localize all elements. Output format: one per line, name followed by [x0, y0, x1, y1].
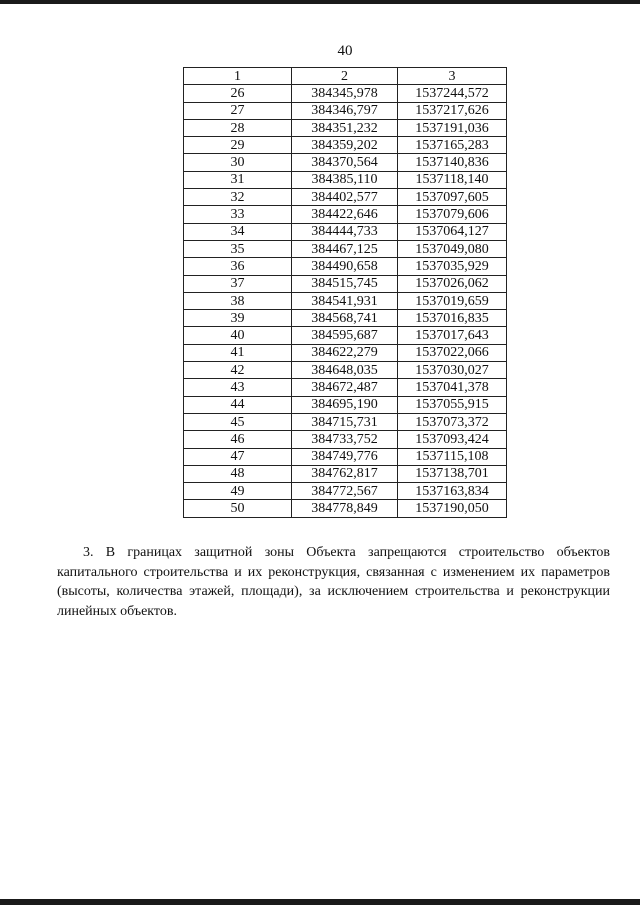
x-coordinate-cell: 384622,279 — [292, 344, 398, 361]
point-number-cell: 29 — [184, 137, 292, 154]
point-number-cell: 50 — [184, 500, 292, 517]
table-row — [184, 154, 507, 171]
point-number-cell: 30 — [184, 154, 292, 171]
table-row — [184, 483, 507, 500]
y-coordinate-cell: 1537097,605 — [398, 189, 507, 206]
point-number-cell: 42 — [184, 362, 292, 379]
x-coordinate-cell: 384568,741 — [292, 310, 398, 327]
point-number-cell: 28 — [184, 119, 292, 136]
table-row — [184, 465, 507, 482]
table-row — [184, 396, 507, 413]
x-coordinate-cell: 384370,564 — [292, 154, 398, 171]
table-row — [184, 344, 507, 361]
column-header-1: 1 — [184, 68, 292, 85]
y-coordinate-cell: 1537217,626 — [398, 102, 507, 119]
table-header-row — [184, 68, 507, 85]
point-number-cell: 33 — [184, 206, 292, 223]
y-coordinate-cell: 1537026,062 — [398, 275, 507, 292]
point-number-cell: 39 — [184, 310, 292, 327]
table-row — [184, 102, 507, 119]
point-number-cell: 31 — [184, 171, 292, 188]
y-coordinate-cell: 1537140,836 — [398, 154, 507, 171]
x-coordinate-cell: 384346,797 — [292, 102, 398, 119]
y-coordinate-cell: 1537163,834 — [398, 483, 507, 500]
x-coordinate-cell: 384490,658 — [292, 258, 398, 275]
table-row — [184, 223, 507, 240]
x-coordinate-cell: 384402,577 — [292, 189, 398, 206]
page-number: 40 — [337, 43, 353, 59]
table-row — [184, 275, 507, 292]
table-row — [184, 413, 507, 430]
table-row — [184, 327, 507, 344]
y-coordinate-cell: 1537244,572 — [398, 85, 507, 102]
table-row — [184, 448, 507, 465]
x-coordinate-cell: 384467,125 — [292, 240, 398, 257]
table-row — [184, 240, 507, 257]
y-coordinate-cell: 1537115,108 — [398, 448, 507, 465]
point-number-cell: 41 — [184, 344, 292, 361]
x-coordinate-cell: 384422,646 — [292, 206, 398, 223]
scan-edge-top — [0, 0, 640, 4]
restriction-paragraph: 3. В границах защитной зоны Объекта запрещаются строительство объектов капитального строительства и их реконструкция, связанная с изменением их параметров (высоты, количества этажей, площади), за исключением строительства и реконструкции линейных объектов. — [57, 545, 610, 619]
table-row — [184, 292, 507, 309]
point-number-cell: 35 — [184, 240, 292, 257]
y-coordinate-cell: 1537017,643 — [398, 327, 507, 344]
point-number-cell: 45 — [184, 413, 292, 430]
y-coordinate-cell: 1537055,915 — [398, 396, 507, 413]
x-coordinate-cell: 384648,035 — [292, 362, 398, 379]
point-number-cell: 37 — [184, 275, 292, 292]
y-coordinate-cell: 1537030,027 — [398, 362, 507, 379]
point-number-cell: 47 — [184, 448, 292, 465]
point-number-cell: 48 — [184, 465, 292, 482]
point-number-cell: 49 — [184, 483, 292, 500]
y-coordinate-cell: 1537093,424 — [398, 431, 507, 448]
coordinates-table — [183, 67, 507, 518]
y-coordinate-cell: 1537019,659 — [398, 292, 507, 309]
y-coordinate-cell: 1537073,372 — [398, 413, 507, 430]
x-coordinate-cell: 384351,232 — [292, 119, 398, 136]
point-number-cell: 38 — [184, 292, 292, 309]
x-coordinate-cell: 384772,567 — [292, 483, 398, 500]
x-coordinate-cell: 384778,849 — [292, 500, 398, 517]
x-coordinate-cell: 384762,817 — [292, 465, 398, 482]
x-coordinate-cell: 384359,202 — [292, 137, 398, 154]
x-coordinate-cell: 384749,776 — [292, 448, 398, 465]
x-coordinate-cell: 384515,745 — [292, 275, 398, 292]
point-number-cell: 34 — [184, 223, 292, 240]
scan-edge-bottom — [0, 899, 640, 905]
table-row — [184, 362, 507, 379]
y-coordinate-cell: 1537035,929 — [398, 258, 507, 275]
table-row — [184, 258, 507, 275]
column-header-3: 3 — [398, 68, 507, 85]
point-number-cell: 36 — [184, 258, 292, 275]
x-coordinate-cell: 384715,731 — [292, 413, 398, 430]
table-row — [184, 189, 507, 206]
table-row — [184, 310, 507, 327]
x-coordinate-cell: 384695,190 — [292, 396, 398, 413]
table-row — [184, 206, 507, 223]
x-coordinate-cell: 384444,733 — [292, 223, 398, 240]
table-row — [184, 500, 507, 517]
table-row — [184, 137, 507, 154]
y-coordinate-cell: 1537191,036 — [398, 119, 507, 136]
y-coordinate-cell: 1537041,378 — [398, 379, 507, 396]
y-coordinate-cell: 1537190,050 — [398, 500, 507, 517]
point-number-cell: 43 — [184, 379, 292, 396]
table-row — [184, 431, 507, 448]
y-coordinate-cell: 1537064,127 — [398, 223, 507, 240]
point-number-cell: 32 — [184, 189, 292, 206]
point-number-cell: 27 — [184, 102, 292, 119]
y-coordinate-cell: 1537022,066 — [398, 344, 507, 361]
table-row — [184, 379, 507, 396]
point-number-cell: 46 — [184, 431, 292, 448]
y-coordinate-cell: 1537165,283 — [398, 137, 507, 154]
x-coordinate-cell: 384345,978 — [292, 85, 398, 102]
column-header-2: 2 — [292, 68, 398, 85]
x-coordinate-cell: 384672,487 — [292, 379, 398, 396]
table-row — [184, 85, 507, 102]
y-coordinate-cell: 1537118,140 — [398, 171, 507, 188]
table-row — [184, 119, 507, 136]
x-coordinate-cell: 384385,110 — [292, 171, 398, 188]
point-number-cell: 26 — [184, 85, 292, 102]
x-coordinate-cell: 384595,687 — [292, 327, 398, 344]
point-number-cell: 44 — [184, 396, 292, 413]
table-row — [184, 171, 507, 188]
y-coordinate-cell: 1537138,701 — [398, 465, 507, 482]
y-coordinate-cell: 1537079,606 — [398, 206, 507, 223]
y-coordinate-cell: 1537049,080 — [398, 240, 507, 257]
x-coordinate-cell: 384541,931 — [292, 292, 398, 309]
table-body — [184, 85, 507, 517]
point-number-cell: 40 — [184, 327, 292, 344]
x-coordinate-cell: 384733,752 — [292, 431, 398, 448]
y-coordinate-cell: 1537016,835 — [398, 310, 507, 327]
